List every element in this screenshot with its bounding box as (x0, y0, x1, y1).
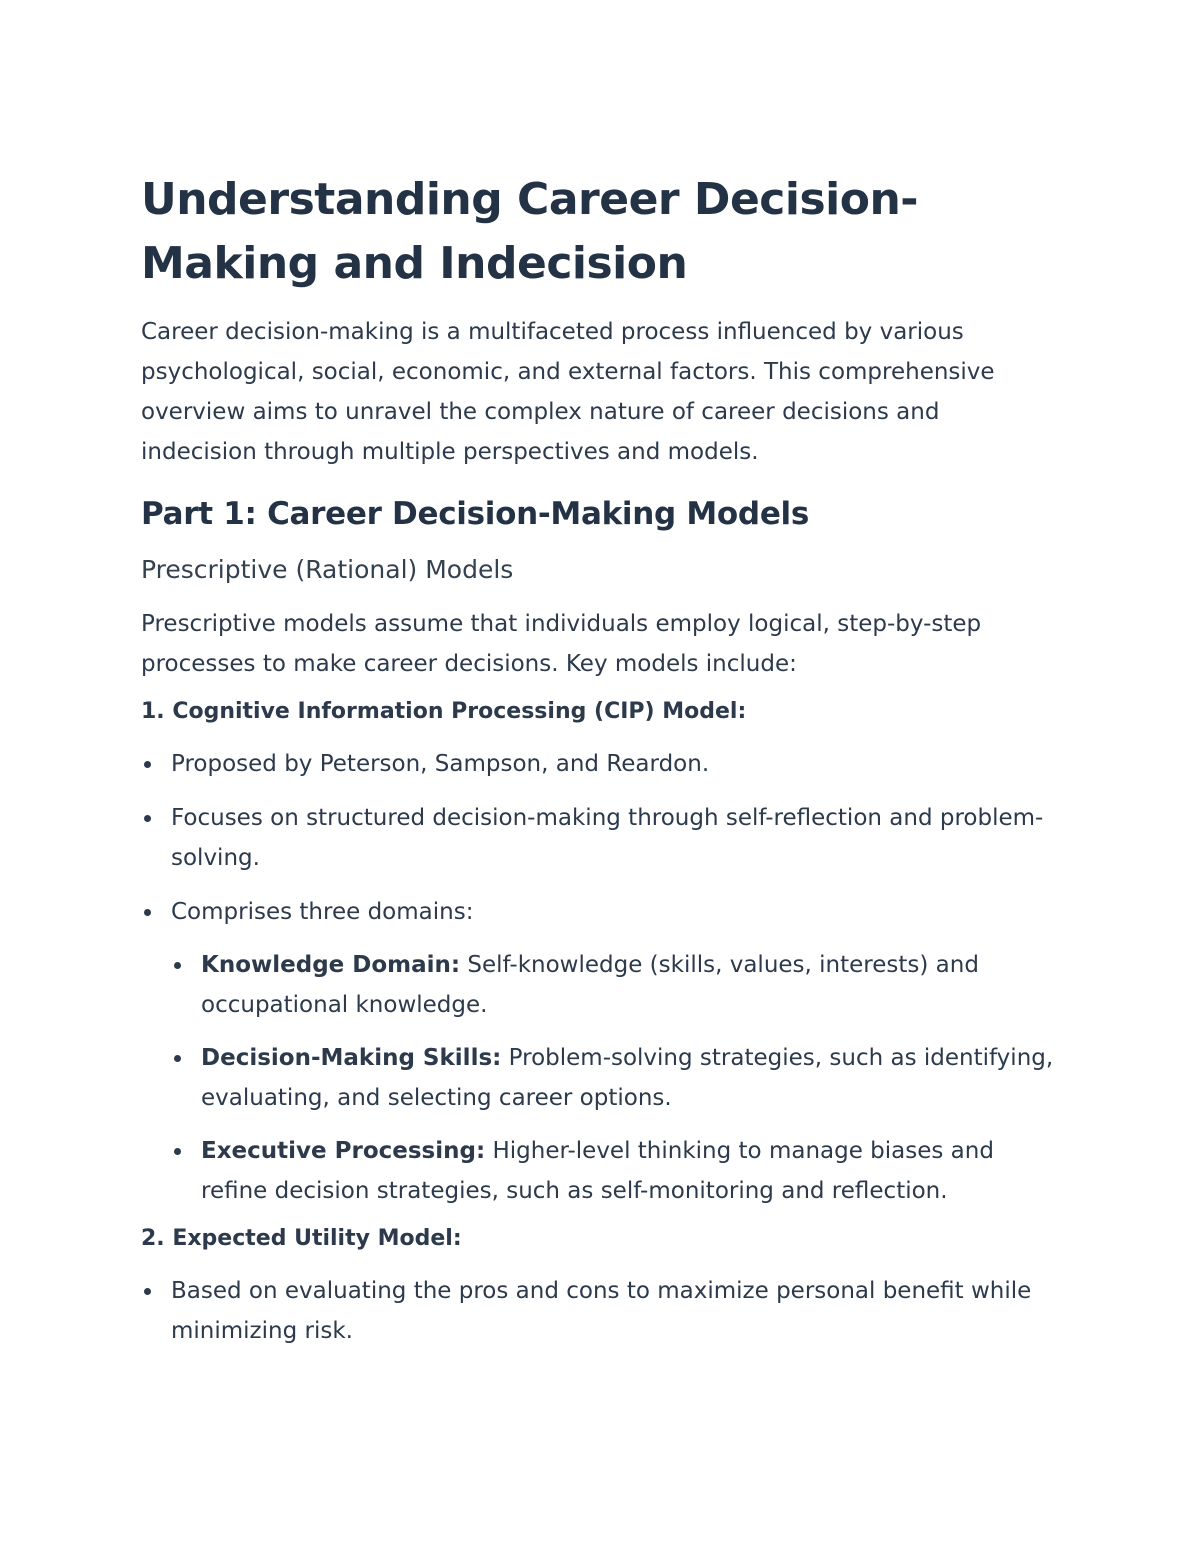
document-page (141, 168, 1061, 1351)
domain-text: Problem-solving strategies, such as identifying, evaluating, and selecting career options. (201, 1045, 1054, 1111)
part1-heading: Part 1: Career Decision-Making Models (141, 496, 810, 532)
expected-utility-model-title: 2. Expected Utility Model: (141, 1226, 462, 1251)
intro-paragraph: Career decision-making is a multifaceted process influenced by various psychological, social, economic, and external factors. This comprehensive overview aims to unravel the complex nature of career decisions and indecision through multiple perspectives and models. (141, 319, 995, 465)
list-item: Based on evaluating the pros and cons to maximize personal benefit while minimizing risk. (141, 1271, 1061, 1351)
domain-term: Executive Processing: (201, 1138, 486, 1164)
document-title: Understanding Career Decision-Making and Indecision (141, 174, 919, 289)
expected-utility-list (141, 1271, 1061, 1351)
cip-domains-list (171, 945, 1061, 1211)
list-item: Focuses on structured decision-making through self-reflection and problem-solving. (141, 798, 1061, 878)
list-item (171, 945, 1061, 1025)
list-item: Proposed by Peterson, Sampson, and Reardon. (141, 744, 1061, 784)
list-item (171, 1131, 1061, 1211)
domain-text: Higher-level thinking to manage biases and refine decision strategies, such as self-monitoring and reflection. (201, 1138, 994, 1204)
prescriptive-models-subheading: Prescriptive (Rational) Models (141, 555, 514, 584)
list-item (171, 1038, 1061, 1118)
cip-model-list (141, 744, 1061, 1211)
list-item-text: Comprises three domains: (171, 899, 474, 925)
prescriptive-models-paragraph: Prescriptive models assume that individuals employ logical, step-by-step processes to make career decisions. Key models include: (141, 611, 982, 677)
list-item (141, 892, 1061, 1211)
domain-term: Knowledge Domain: (201, 952, 461, 978)
domain-text: Self-knowledge (skills, values, interests) and occupational knowledge. (201, 952, 979, 1018)
cip-model-title: 1. Cognitive Information Processing (CIP) Model: (141, 699, 747, 724)
domain-term: Decision-Making Skills: (201, 1045, 502, 1071)
